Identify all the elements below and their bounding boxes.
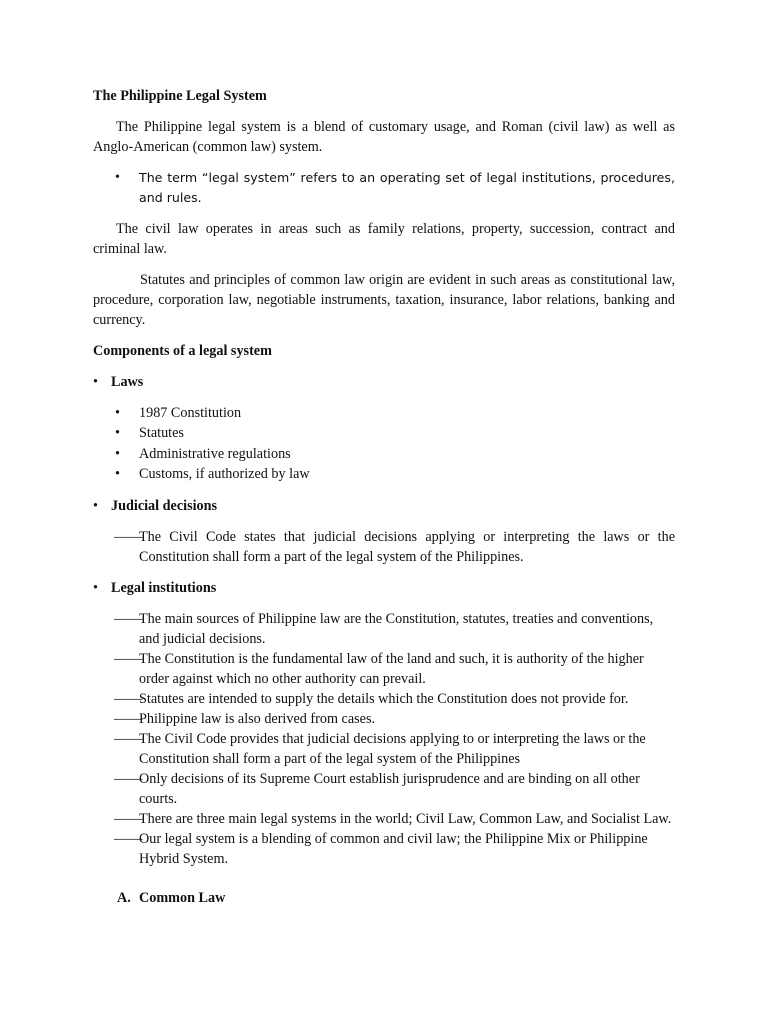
laws-heading <box>93 372 675 392</box>
definition-text: The term “legal system” refers to an operating set of legal institutions, procedures, and rules. <box>139 170 675 205</box>
laws-list <box>93 403 675 485</box>
intro-paragraph: The Philippine legal system is a blend of customary usage, and Roman (civil law) as well as Anglo-American (common law) system. <box>93 119 675 155</box>
dash-marker: —— <box>114 650 143 667</box>
civil-law-paragraph: The civil law operates in areas such as family relations, property, succession, contract and criminal law. <box>93 221 675 257</box>
list-item: • Administrative regulations <box>93 444 675 464</box>
dash-marker: —— <box>114 810 143 827</box>
legal-institutions-heading <box>93 578 675 598</box>
common-law-paragraph: Statutes and principles of common law origin are evident in such areas as constitutional law, procedure, corporation law, negotiable instruments, taxation, insurance, labor relations, banking and currency. <box>93 272 675 328</box>
list-item: • Customs, if authorized by law <box>93 464 675 484</box>
bullet-marker: • <box>93 374 98 390</box>
list-item: —— Only decisions of its Supreme Court establish jurisprudence and are binding on all other courts. <box>114 770 640 807</box>
legal-institutions-label: Legal institutions <box>111 579 217 596</box>
list-item: • Statutes <box>93 423 675 443</box>
document-title: The Philippine Legal System <box>93 88 267 104</box>
bullet-marker: • <box>115 445 120 462</box>
section-marker: A. <box>117 889 131 906</box>
dash-marker: —— <box>114 830 143 847</box>
document-page <box>93 86 675 908</box>
list-item: —— Statutes are intended to supply the details which the Constitution does not provide for. <box>114 690 629 707</box>
dash-marker: —— <box>114 690 143 707</box>
dash-marker: —— <box>114 770 143 787</box>
dash-marker: —— <box>114 730 143 747</box>
legal-institutions-list <box>93 609 675 869</box>
bullet-marker: • <box>93 579 98 596</box>
section-a-heading <box>93 888 675 908</box>
dash-marker: —— <box>114 610 143 627</box>
judicial-decisions-label: Judicial decisions <box>111 497 218 514</box>
judicial-decisions-list <box>93 527 675 567</box>
list-item: —— Our legal system is a blending of common and civil law; the Philippine Mix or Philippine Hybrid System. <box>114 830 648 867</box>
dash-marker: —— <box>114 528 143 545</box>
laws-label: Laws <box>111 374 144 390</box>
bullet-marker: • <box>93 497 98 514</box>
judicial-decisions-heading <box>93 496 675 516</box>
section-a-label: Common Law <box>139 889 226 906</box>
list-item: —— Philippine law is also derived from cases. <box>114 710 376 727</box>
bullet-marker: • <box>115 466 120 483</box>
list-item: —— There are three main legal systems in the world; Civil Law, Common Law, and Socialist Law. <box>114 810 672 827</box>
definition-bullet <box>93 168 675 208</box>
list-item: —— The main sources of Philippine law are the Constitution, statutes, treaties and conventions, and judicial decisions. <box>114 610 654 647</box>
list-item: —— The Civil Code provides that judicial decisions applying to or interpreting the laws or the Constitution shall form a part of the legal system of the Philippines <box>114 730 646 767</box>
components-heading: Components of a legal system <box>93 343 272 359</box>
bullet-marker: • <box>115 170 120 185</box>
list-item: —— The Civil Code states that judicial decisions applying or interpreting the laws or the Constitution shall form a part of the legal system of the Philippines. <box>114 528 675 565</box>
list-item: • 1987 Constitution <box>93 403 675 423</box>
list-item: —— The Constitution is the fundamental law of the land and such, it is authority of the higher order against which no other authority can prevail. <box>114 650 644 687</box>
bullet-marker: • <box>115 425 120 442</box>
bullet-marker: • <box>115 405 120 421</box>
dash-marker: —— <box>114 710 143 727</box>
